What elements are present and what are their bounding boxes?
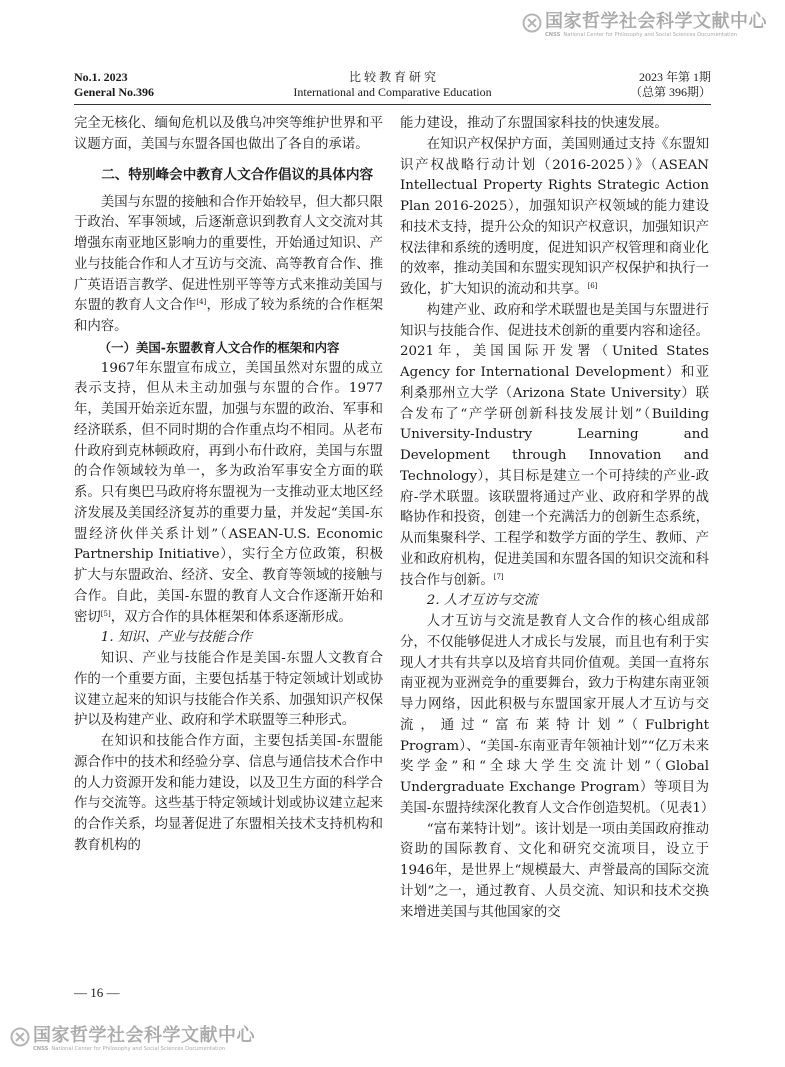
- paragraph-text: ，形成了较为系统的合作框架和内容。: [74, 298, 384, 334]
- watermark-text: [545, 12, 767, 39]
- header-issue: No.1. 2023: [74, 70, 128, 84]
- page-number: — 16 —: [74, 985, 120, 1000]
- header-general-cn: （总第 396期）: [629, 85, 711, 99]
- paragraph: [400, 135, 709, 301]
- subsection-heading: （一）美国-东盟教育人文合作的框架和内容: [98, 339, 340, 355]
- paragraph: “富布莱特计划”。该计划是一项由美国政府推动资助的国际教育、文化和研究交流项目，设立于1946年，是世界上“规模最大、声誉最高的国际交流计划”之一，通过教育、人员交流、知识和技术交换来增进美国与其他国家的交: [400, 821, 709, 920]
- watermark-emblem-icon: [10, 1027, 30, 1047]
- paragraph: 能力建设，推动了东盟国家科技的快速发展。: [400, 116, 668, 131]
- paragraph: [74, 359, 383, 629]
- watermark-en-line: [33, 1046, 255, 1053]
- section-heading: 二、特别峰会中教育人文合作倡议的具体内容: [101, 166, 374, 183]
- header-center: [74, 70, 711, 100]
- running-header: [74, 70, 711, 105]
- paragraph: 在知识和技能合作方面，主要包括美国-东盟能源合作中的技术和经验分享、信息与通信技术合作中的人力资源开发和能力建设，以及卫生方面的科学合作与交流等。这些基于特定领域计划或协议建立起来的合作关系，均显著促进了东盟相关技术支持机构和教育机构的: [74, 734, 383, 853]
- paragraph-text: 构建产业、政府和学术联盟也是美国与东盟进行知识与技能合作、促进技术创新的重要内容和途径。2021年，美国国际开发署（United States Agency for International Development）和亚利桑那州立大学（Arizona State University）联合发布了“产学研创新科技发展计划”（Building University-Industry Learning and Development through Innovation and Technology），其目标是建立一个可持续的产业-政府-学术联盟。该联盟将通过产业、政府和学界的战略协作和投资，创建一个充满活力的创新生态系统，从而集聚科学、工程学和数学方面的学生、教师、产业和政府机构，促进美国和东盟各国的知识交流和科技合作与创新。: [400, 302, 709, 588]
- watermark-logo-top: [522, 12, 767, 39]
- paragraph: 知识、产业与技能合作是美国-东盟人文教育合作的一个重要方面，主要包括基于特定领域计划或协议建立起来的知识与技能合作关系、加强知识产权保护以及构建产业、政府和学术联盟等三种形式。: [74, 651, 383, 729]
- paragraph-text: ，双方合作的具体框架和体系逐渐形成。: [110, 609, 352, 625]
- citation-ref: [4]: [196, 298, 207, 307]
- watermark-text: [33, 1026, 255, 1053]
- citation-ref: [7]: [493, 572, 504, 581]
- paragraph: [74, 193, 383, 338]
- paragraph-text: 1967年东盟宣布成立，美国虽然对东盟的成立表示支持，但从未主动加强与东盟的合作。1977年，美国开始亲近东盟，加强与东盟的政治、军事和经济联系，但不同时期的合作重点均不相同。从老布什政府到克林顿政府，再到小布什政府，美国与东盟的合作领域较为单一，多为政治军事安全方面的联系。只有奥巴马政府将东盟视为一支推动亚太地区经济发展及美国经济复苏的重要力量，并发起“美国-东盟经济伙伴关系计划”（ASEAN-U.S. Economic Partnership Initiative），实行全方位政策，积极扩大与东盟政治、经济、安全、教育等领域的接触与合作。自此，美国-东盟的教育人文合作逐渐开始和密切: [74, 360, 383, 625]
- watermark-logo-bottom: [10, 1026, 255, 1053]
- watermark-abbr: CNSS: [33, 1046, 49, 1052]
- paragraph: [400, 301, 709, 592]
- watermark-emblem-icon: [522, 13, 542, 33]
- paragraph-text: 美国与东盟的接触和合作开始较早，但大都只限于政治、军事领域，后逐渐意识到教育人文交流对其增强东南亚地区影响力的重要性，开始通过知识、产业与技能合作和人才互访与交流、高等教育合作、推广英语语言教学、促进性别平等等方式来推动美国与东盟的教育人文合作: [74, 194, 383, 314]
- watermark-en-line: [545, 32, 767, 39]
- citation-ref: [5]: [100, 609, 111, 618]
- paragraph: 人才互访与交流是教育人文合作的核心组成部分，不仅能够促进人才成长与发展，而且也有利于实现人才共有共享以及培育共同价值观。美国一直将东南亚视为亚洲竞争的重要舞台，致力于构建东南亚领导力网络，因此积极与东盟国家开展人才互访与交流，通过“富布莱特计划”（Fulbright Program）、“美国-东南亚青年领袖计划”“亿万未来奖学金”和“全球大学生交流计划”（Global Undergraduate Exchange Program）等项目为美国-东盟持续深化教育人文合作创造契机。（见表1）: [400, 614, 715, 816]
- left-column: [74, 114, 383, 857]
- watermark-abbr: CNSS: [545, 32, 561, 38]
- journal-title-en: International and Comparative Education: [293, 85, 492, 99]
- right-column: [400, 114, 715, 923]
- citation-ref: [6]: [587, 282, 598, 290]
- paragraph: 完全无核化、缅甸危机以及俄乌冲突等维护世界和平议题方面，美国与东盟各国也做出了各自的承诺。: [74, 116, 383, 152]
- header-issue-cn: 2023 年第 1期: [638, 70, 711, 84]
- item-heading: 1. 知识、产业与技能合作: [100, 630, 252, 646]
- watermark-en: National Center for Philosophy and Social Sciences Documentation: [51, 1046, 226, 1052]
- watermark-en: National Center for Philosophy and Social Sciences Documentation: [563, 32, 738, 38]
- header-right: [630, 70, 711, 100]
- item-heading: 2. 人才互访与交流: [426, 593, 538, 609]
- header-general-number: General No.396: [74, 85, 154, 99]
- paragraph-text: 在知识产权保护方面，美国则通过支持《东盟知识产权战略行动计划（2016-2025）》（ASEAN Intellectual Property Rights Strategic Action Plan 2016-2025），加强知识产权领域的能力建设和技术支持，提升公众的知识产权意识，加强知识产权法律和系统的透明度，促进知识产权管理和商业化的效率，推动美国和东盟实现知识产权保护和执行一致化，扩大知识的流动和共享。: [400, 136, 709, 297]
- watermark-cn: 国家哲学社会科学文献中心: [33, 1025, 255, 1046]
- journal-title-cn: 比 较 教 育 研 究: [348, 70, 436, 84]
- watermark-cn: 国家哲学社会科学文献中心: [545, 11, 767, 32]
